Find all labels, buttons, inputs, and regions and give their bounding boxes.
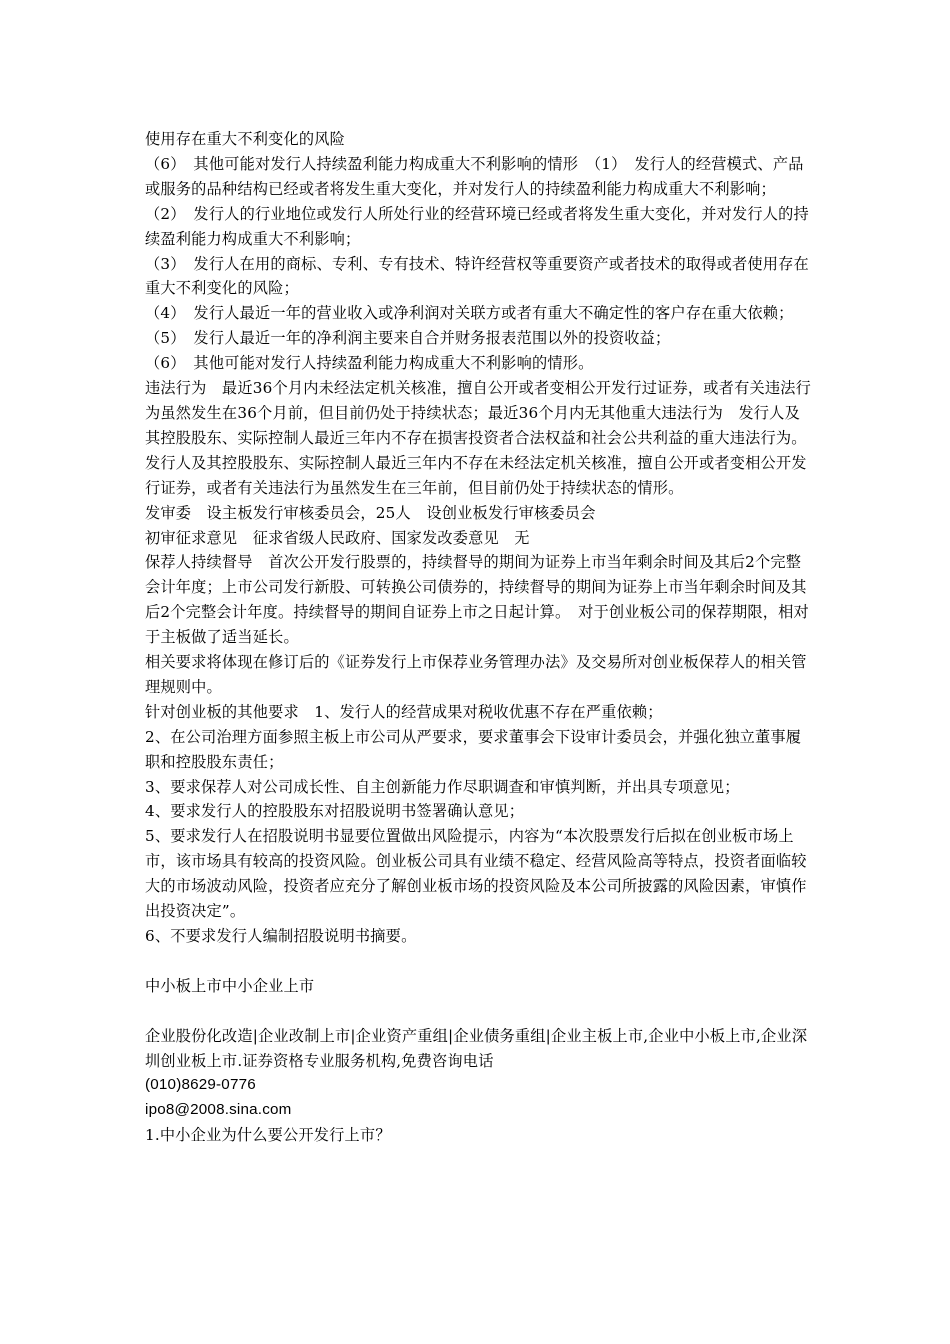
paragraph-risk-continuation: 使用存在重大不利变化的风险	[145, 130, 346, 148]
paragraph-item-5: （5） 发行人最近一年的净利润主要来自合并财务报表范围以外的投资收益；	[145, 329, 671, 348]
blank-line	[145, 949, 815, 974]
services-list: 企业股份化改造|企业改制上市|企业资产重组|企业债务重组|企业主板上市,企业中小板上市,企业深圳创业板上市.证券资格专业服务机构,免费咨询电话	[145, 1026, 808, 1070]
paragraph-requirement-4: 4、要求发行人的控股股东对招股说明书签署确认意见；	[145, 802, 525, 821]
document-body	[145, 127, 815, 1148]
blank-line	[145, 999, 815, 1024]
paragraph-related-requirements: 相关要求将体现在修订后的《证券发行上市保荐业务管理办法》及交易所对创业板保荐人的相关管理规则中。	[145, 653, 807, 696]
paragraph-item-6-and-1: （6） 其他可能对发行人持续盈利能力构成重大不利影响的情形 （1） 发行人的经营模式、产品或服务的品种结构已经或者将发生重大变化，并对发行人的持续盈利能力构成重大不利影响；	[145, 154, 804, 198]
paragraph-sponsor-supervision: 保荐人持续督导 首次公开发行股票的，持续督导的期间为证券上市当年剩余时间及其后2个完整会计年度；上市公司发行新股、可转换公司债券的，持续督导的期间为证券上市当年剩余时间及其后2个完整会计年度。持续督导的期间自证券上市之日起计算。 对于创业板公司的保荐期限，相对于主板做了适当延长。	[145, 553, 809, 647]
paragraph-item-3: （3） 发行人在用的商标、专利、专有技术、特许经营权等重要资产或者技术的取得或者使用存在重大不利变化的风险；	[145, 254, 809, 298]
section-heading: 中小板上市中小企业上市	[145, 976, 315, 995]
paragraph-requirement-3: 3、要求保荐人对公司成长性、自主创新能力作尽职调查和审慎判断，并出具专项意见；	[145, 777, 740, 796]
paragraph-requirement-6: 6、不要求发行人编制招股说明书摘要。	[145, 927, 417, 945]
contact-email: ipo8@2008.sina.com	[145, 1101, 292, 1119]
paragraph-requirement-2: 2、在公司治理方面参照主板上市公司从严要求，要求董事会下设审计委员会，并强化独立董事履职和控股股东责任；	[145, 727, 802, 771]
paragraph-item-4: （4） 发行人最近一年的营业收入或净利润对关联方或者有重大不确定性的客户存在重大依赖；	[145, 304, 794, 323]
question-heading: 1.中小企业为什么要公开发行上市？	[145, 1126, 391, 1145]
paragraph-illegal-acts: 违法行为 最近36个月内未经法定机关核准，擅自公开或者变相公开发行过证券，或者有关违法行为虽然发生在36个月前，但目前仍处于持续状态；最近36个月内无其他重大违法行为 发行人及其控股股东、实际控制人最近三年内不存在损害投资者合法权益和社会公共利益的重大违法行为。发行人及其控股股东、实际控制人最近三年内不存在未经法定机关核准，擅自公开或者变相公开发行证券，或者有关违法行为虽然发生在三年前，但目前仍处于持续状态的情形。	[145, 379, 812, 497]
paragraph-review-committee: 发审委 设主板发行审核委员会，25人 设创业板发行审核委员会	[145, 503, 596, 522]
paragraph-preliminary-review: 初审征求意见 征求省级人民政府、国家发改委意见 无	[145, 528, 530, 547]
paragraph-item-2: （2） 发行人的行业地位或发行人所处行业的经营环境已经或者将发生重大变化，并对发行人的持续盈利能力构成重大不利影响；	[145, 204, 809, 248]
paragraph-item-6: （6） 其他可能对发行人持续盈利能力构成重大不利影响的情形。	[145, 354, 594, 373]
contact-phone: (010)8629-0776	[145, 1076, 256, 1094]
paragraph-gem-other-requirements: 针对创业板的其他要求 1、发行人的经营成果对税收优惠不存在严重依赖；	[145, 702, 663, 721]
paragraph-requirement-5: 5、要求发行人在招股说明书显要位置做出风险提示，内容为“本次股票发行后拟在创业板市场上市，该市场具有较高的投资风险。创业板公司具有业绩不稳定、经营风险高等特点，投资者面临较大的市场波动风险，投资者应充分了解创业板市场的投资风险及本公司所披露的风险因素，审慎作出投资决定”。	[145, 827, 807, 921]
